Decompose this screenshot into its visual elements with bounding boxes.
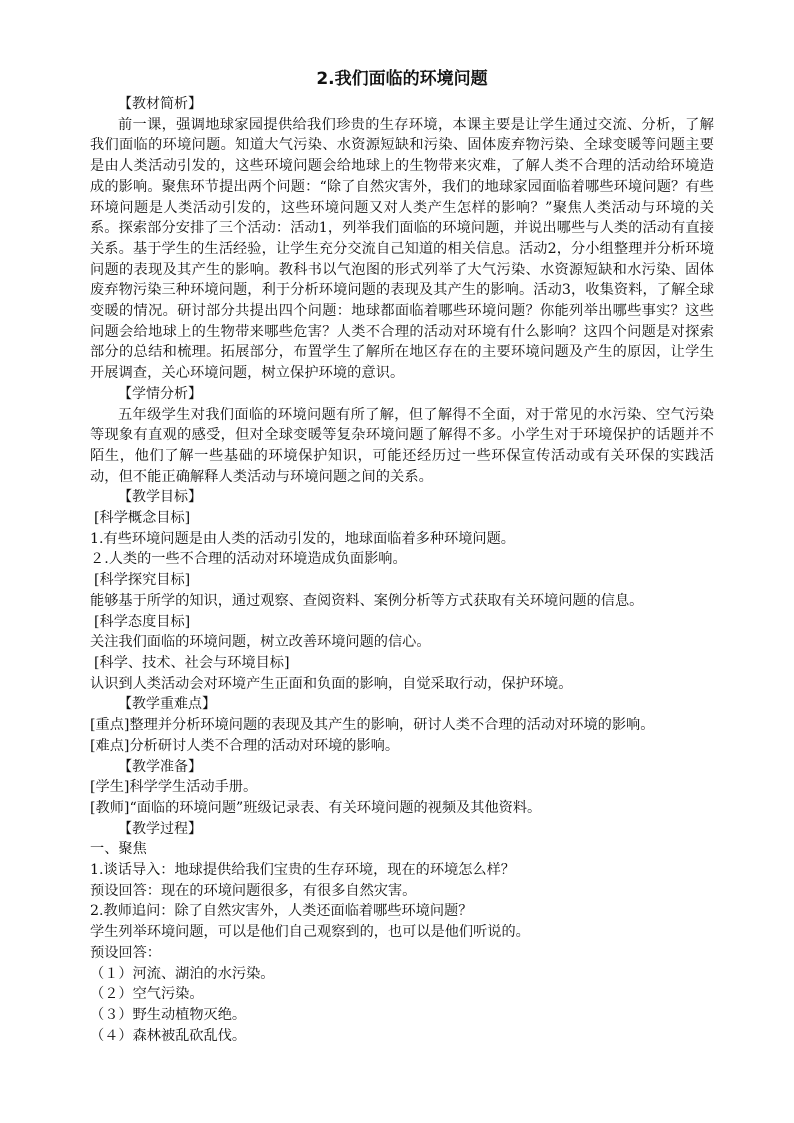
goal-sts-1: 认识到人类活动会对环境产生正面和负面的影响，自觉采取行动，保护环境。 <box>90 675 573 692</box>
section-heading-preparation: 【教学准备】 <box>118 758 202 775</box>
answer-item: （１）河流、湖泊的水污染。 <box>90 965 275 982</box>
section-heading-textbook: 【教材简析】 <box>118 96 202 112</box>
answer-item: （２）空气污染。 <box>90 986 204 1003</box>
goal-subheading-sts: [科学、技术、社会与环境目标] <box>94 654 290 671</box>
student-analysis-paragraph: 五年级学生对我们面临的环境问题有所了解，但了解得不全面，对于常见的水污染、空气污染等现象有直观的感受，但对全球变暖等复杂环境问题了解得不多。小学生对于环境保护的话题并不陌生，他们了解一些基础的环境保护知识，可能还经历过一些环保宣传活动或有关环保的实践活动，但不能正确解释人类活动与环境问题之间的关系。 <box>90 406 714 485</box>
answer-item: （３）野生动植物灭绝。 <box>90 1006 247 1023</box>
goal-subheading-concept: [科学概念目标] <box>94 510 191 527</box>
process-student-list: 学生列举环境问题，可以是他们自己观察到的，也可以是他们听说的。 <box>90 924 530 941</box>
process-focus: 一、聚焦 <box>90 841 147 858</box>
goal-concept-1: 1.有些环境问题是由人类的活动引发的，地球面临着多种环境问题。 <box>90 530 515 547</box>
goal-subheading-inquiry: [科学探究目标] <box>94 572 191 589</box>
section-heading-key-points: 【教学重难点】 <box>118 696 216 713</box>
section-heading-goals: 【教学目标】 <box>118 489 202 506</box>
goal-inquiry-1: 能够基于所学的知识，通过观察、查阅资料、案例分析等方式获取有关环境问题的信息。 <box>90 592 644 609</box>
section-heading-student: 【学情分析】 <box>118 385 202 402</box>
goal-attitude-1: 关注我们面临的环境问题，树立改善环境问题的信心。 <box>90 634 431 651</box>
process-step-2: 2.教师追问：除了自然灾害外，人类还面临着哪些环境问题？ <box>90 903 473 920</box>
goal-concept-2: ２.人类的一些不合理的活动对环境造成负面影响。 <box>90 551 407 568</box>
page-title: 2.我们面临的环境问题 <box>316 69 488 89</box>
section-heading-process: 【教学过程】 <box>118 820 202 837</box>
key-point: [重点]整理并分析环境问题的表现及其产生的影响，研讨人类不合理的活动对环境的影响。 <box>90 717 655 734</box>
process-answer-1: 预设回答：现在的环境问题很多，有很多自然灾害。 <box>90 882 417 899</box>
prep-student: [学生]科学学生活动手册。 <box>90 779 258 796</box>
goal-subheading-attitude: [科学态度目标] <box>94 613 191 630</box>
process-step-1: 1.谈话导入：地球提供给我们宝贵的生存环境，现在的环境怎么样？ <box>90 862 515 879</box>
process-answer-label: 预设回答： <box>90 944 161 961</box>
textbook-analysis-paragraph: 前一课，强调地球家园提供给我们珍贵的生存环境，本课主要是让学生通过交流、分析，了解我们面临的环境问题。知道大气污染、水资源短缺和污染、固体废弃物污染、全球变暖等问题主要是由人类活动引发的，这些环境问题会给地球上的生物带来灾难，了解人类不合理的活动给环境造成的影响。聚焦环节提出两个问题：“除了自然灾害外，我们的地球家园面临着哪些环境问题？有些环境问题是人类活动引发的，这些环境问题又对人类产生怎样的影响？”聚焦人类活动与环境的关系。探索部分安排了三个活动：活动1，列举我们面临的环境问题，并说出哪些与人类的活动有直接关系。基于学生的生活经验，让学生充分交流自己知道的相关信息。活动2，分小组整理并分析环境问题的表现及其产生的影响。教科书以气泡图的形式列举了大气污染、水资源短缺和水污染、固体废弃物污染三种环境问题，利于分析环境问题的表现及其产生的影响。活动3，收集资料，了解全球变暖的情况。研讨部分共提出四个问题：地球都面临着哪些环境问题？你能列举出哪些事实？这些问题会给地球上的生物带来哪些危害？人类不合理的活动对环境有什么影响？这四个问题是对探索部分的总结和梳理。拓展部分，布置学生了解所在地区存在的主要环境问题及产生的原因，让学生开展调查，关心环境问题，树立保护环境的意识。 <box>90 116 714 382</box>
difficult-point: [难点]分析研讨人类不合理的活动对环境的影响。 <box>90 737 400 754</box>
prep-teacher: [教师]“面临的环境问题”班级记录表、有关环境问题的视频及其他资料。 <box>90 799 542 816</box>
answer-item: （４）森林被乱砍乱伐。 <box>90 1027 247 1044</box>
